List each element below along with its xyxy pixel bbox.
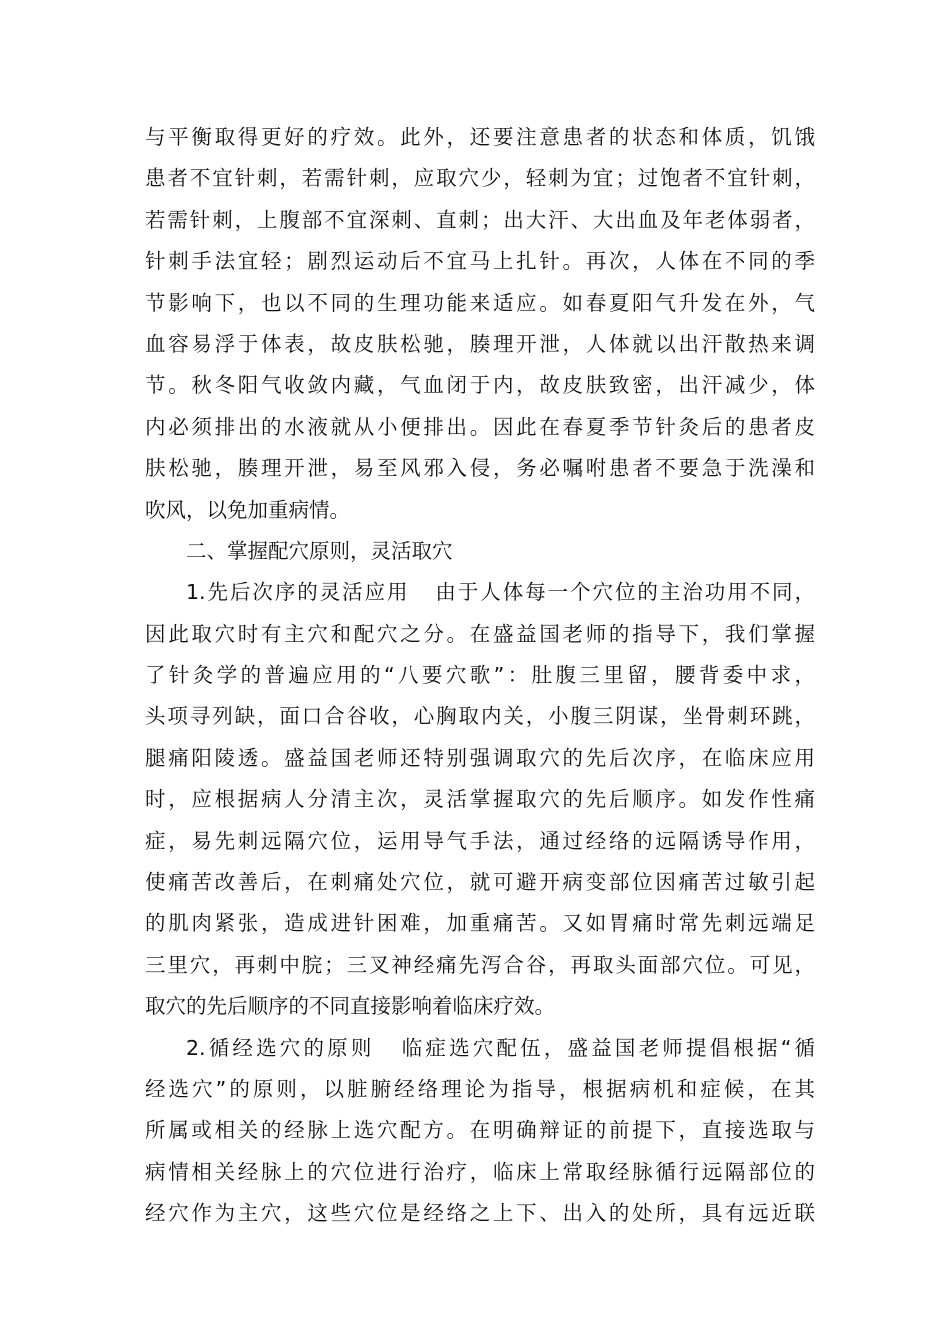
body-line: 节。秋冬阳气收敛内藏，气血闭于内，故皮肤致密，出汗减少，体 [145,373,815,398]
subsection-lead-text: 临症选穴配伍，盛益国老师提倡根据“循 [398,1035,815,1060]
body-line: 经选穴”的原则，以脏腑经络理论为指导，根据病机和症候，在其 [145,1076,815,1101]
body-line: 针刺手法宜轻；剧烈运动后不宜马上扎针。再次，人体在不同的季 [145,249,815,274]
section-heading: 二、掌握配穴原则，灵活取穴 [186,538,453,563]
subsection-first-line [145,572,815,613]
body-line: 血容易浮于体表，故皮肤松驰，腠理开泄，人体就以出汗散热来调 [145,331,815,356]
body-line: 患者不宜针刺，若需针刺，应取穴少，轻刺为宜；过饱者不宜针刺， [145,166,815,191]
body-line: 腿痛阳陵透。盛益国老师还特别强调取穴的先后次序，在临床应用 [145,745,815,770]
body-line: 三里穴，再刺中脘；三叉神经痛先泻合谷，再取头面部穴位。可见， [145,952,815,977]
body-line: 与平衡取得更好的疗效。此外，还要注意患者的状态和体质，饥饿 [145,125,815,149]
body-line: 使痛苦改善后，在刺痛处穴位，就可避开病变部位因痛苦过敏引起 [145,870,815,895]
body-line: 取穴的先后顺序的不同直接影响着临床疗效。 [145,994,555,1019]
subsection-first-line [145,1028,815,1069]
document-body [145,117,815,1235]
body-line: 若需针刺，上腹部不宜深刺、直刺；出大汗、大出血及年老体弱者， [145,207,815,232]
body-line: 时，应根据病人分清主次，灵活掌握取穴的先后顺序。如发作性痛 [145,787,815,812]
body-line: 了针灸学的普遍应用的“八要穴歌”：肚腹三里留，腰背委中求， [145,663,815,688]
body-line: 吹风，以免加重病情。 [145,497,350,522]
body-line: 所属或相关的经脉上选穴配方。在明确辩证的前提下，直接选取与 [145,1118,815,1143]
subsection-title: 1.先后次序的灵活应用 [186,580,410,605]
body-line: 的肌肉紧张，造成进针困难，加重痛苦。又如胃痛时常先刺远端足 [145,911,815,936]
body-line: 病情相关经脉上的穴位进行治疗，临床上常取经脉循行远隔部位的 [145,1159,815,1184]
body-line: 经穴作为主穴，这些穴位是经络之上下、出入的处所，具有远近联 [145,1201,815,1226]
body-line: 肤松驰，腠理开泄，易至风邪入侵，务必嘱咐患者不要急于洗澡和 [145,456,815,481]
body-line: 头项寻列缺，面口合谷收，心胸取内关，小腹三阴谋，坐骨刺环跳， [145,704,815,729]
body-line: 因此取穴时有主穴和配穴之分。在盛益国老师的指导下，我们掌握 [145,621,815,646]
subsection-lead-text: 由于人体每一个穴位的主治功用不同， [433,580,815,605]
body-line: 症，易先刺远隔穴位，运用导气手法，通过经络的远隔诱导作用， [145,828,815,853]
body-line: 节影响下，也以不同的生理功能来适应。如春夏阳气升发在外，气 [145,290,815,315]
subsection-title: 2.循经选穴的原则 [186,1035,375,1060]
body-line: 内必须排出的水液就从小便排出。因此在春夏季节针灸后的患者皮 [145,414,815,439]
